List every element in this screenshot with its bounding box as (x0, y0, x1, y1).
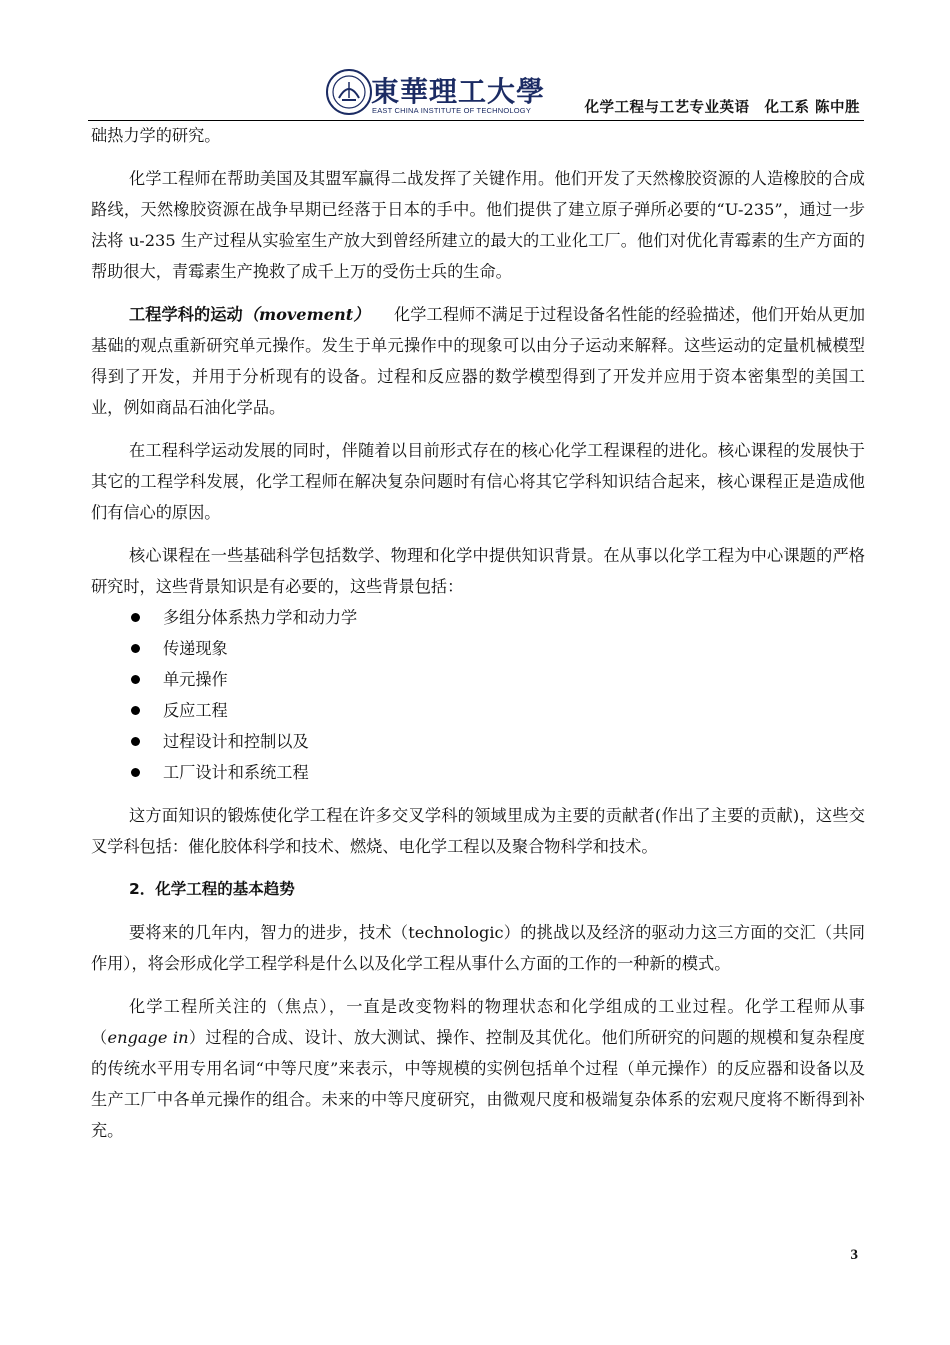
course-title: 化学工程与工艺专业英语 化工系 陈中胜 (584, 100, 860, 116)
logo-english-name: EAST CHINA INSTITUTE OF TECHNOLOGY (372, 106, 532, 115)
paragraph-core-curriculum: 在工程科学运动发展的同时，伴随着以目前形式存在的核心化学工程课程的进化。核心课程的发展快于其它的工程学科发展，化学工程师在解决复杂问题时有信心将其它学科知识结合起来，核心课程正是造成他们有信心的原因。 (91, 441, 865, 522)
paragraph-focus: 化学工程所关注的（焦点），一直是改变物料的物理状态和化学组成的工业过程。化学工程师从事（engage in）过程的合成、设计、放大测试、操作、控制及其优化。他们所研究的问题的规模和复杂程度的传统水平用专用名词“中等尺度”来表示，中等规模的实例包括单个过程（单元操作）的反应器和设备以及生产工厂中各单元操作的组合。未来的中等尺度研究，由微观尺度和极端复杂体系的宏观尺度将不断得到补充。 (91, 997, 865, 1140)
paragraph-term: engage in (107, 1028, 189, 1047)
page-number: 3 (850, 1247, 858, 1263)
paragraph-background: 核心课程在一些基础科学包括数学、物理和化学中提供知识背景。在从事以化学工程为中心课题的严格研究时，这些背景知识是有必要的，这些背景包括： (91, 546, 865, 596)
list-item: 单元操作 (91, 664, 865, 695)
bullet-icon (131, 675, 140, 684)
list-item: 反应工程 (91, 695, 865, 726)
bullet-icon (131, 706, 140, 715)
paragraph-interdisciplinary: 这方面知识的锻炼使化学工程在许多交叉学科的领域里成为主要的贡献者(作出了主要的贡献)，这些交叉学科包括：催化胶体科学和技术、燃烧、电化学工程以及聚合物科学和技术。 (91, 806, 865, 856)
bullet-icon (131, 737, 140, 746)
bullet-icon (131, 613, 140, 622)
list-item: 多组分体系热力学和动力学 (91, 602, 865, 633)
university-emblem-icon (325, 68, 373, 116)
paragraph-engineering-science (91, 299, 865, 423)
university-logo (325, 68, 546, 118)
list-item: 工厂设计和系统工程 (91, 757, 865, 788)
bullet-icon (131, 644, 140, 653)
list-item: 传递现象 (91, 633, 865, 664)
logo-chinese-name: 東華理工大學 (371, 75, 546, 108)
paragraph-ww2: 化学工程师在帮助美国及其盟军赢得二战发挥了关键作用。他们开发了天然橡胶资源的人造橡胶的合成路线，天然橡胶资源在战争早期已经落于日本的手中。他们提供了建立原子弹所必要的“U-235”，通过一步法将 u-235 生产过程从实验室生产放大到曾经所建立的最大的工业化工厂。他们对优化青霉素的生产方面的帮助很大，青霉素生产挽救了成千上万的受伤士兵的生命。 (91, 169, 865, 281)
bullet-icon (131, 768, 140, 777)
list-item: 过程设计和控制以及 (91, 726, 865, 757)
paragraph-continued: 础热力学的研究。 (91, 126, 221, 145)
bullet-list (91, 602, 865, 788)
paragraph-text: 化学工程师不满足于过程设备名性能的经验描述，他们开始从更加基础的观点重新研究单元操作。发生于单元操作中的现象可以由分子运动来解释。这些运动的定量机械模型得到了开发，并用于分析现有的设备。过程和反应器的数学模型得到了开发并应用于资本密集型的美国工业，例如商品石油化学品。 (91, 305, 866, 417)
page-header (88, 58, 864, 124)
page-body (91, 120, 865, 1146)
paragraph-term: （movement） (242, 305, 362, 324)
section-heading: 2．化学工程的基本趋势 (129, 880, 295, 898)
paragraph-keyword: 工程学科的运动 (129, 305, 243, 324)
paragraph-trends: 要将来的几年内，智力的进步，技术（technologic）的挑战以及经济的驱动力这三方面的交汇（共同作用），将会形成化学工程学科是什么以及化学工程从事什么方面的工作的一种新的模式。 (91, 923, 865, 973)
